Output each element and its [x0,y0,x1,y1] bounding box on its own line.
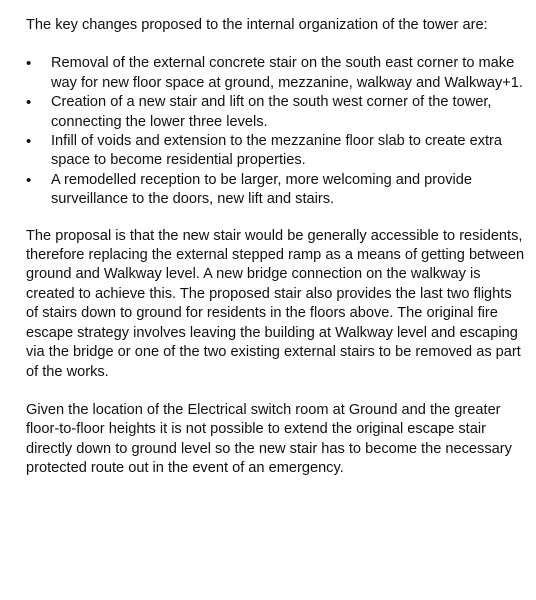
proposal-paragraph: The proposal is that the new stair would be generally accessible to residents, therefore replacing the external stepped ramp as a means of getting between ground and Walkway level. A new bridge connection on the walkway is created to achieve this. The proposed stair also provides the last two flights of stairs down to ground for residents in the floors above. The original fire escape strategy involves leaving the building at Walkway level and escaping via the bridge or one of the two existing external stairs to be removed as part of the works. [26,227,525,380]
list-item [26,171,526,210]
list-item-text: A remodelled reception to be larger, more welcoming and provide surveillance to the doors, new lift and stairs. [51,171,473,208]
list-item [26,54,526,93]
document-body [26,16,526,498]
list-item [26,132,526,171]
bullet-icon: • [26,94,32,112]
list-item-text: Infill of voids and extension to the mezzanine floor slab to create extra space to become residential properties. [51,133,503,169]
intro-paragraph: The key changes proposed to the internal organization of the tower are: [26,17,488,33]
switch-room-paragraph: Given the location of the Electrical switch room at Ground and the greater floor-to-floor heights it is not possible to extend the original escape stair directly down to ground level so the new stair has to become the necessary protected route out in the event of an emergency. [26,401,512,477]
bullet-icon: • [26,133,32,151]
list-item-text: Creation of a new stair and lift on the south west corner of the tower, connecting the lower three levels. [51,94,492,130]
list-item [26,93,526,132]
bullet-icon: • [26,171,32,189]
list-item-text: Removal of the external concrete stair on the south east corner to make way for new floor space at ground, mezzanine, walkway and Walkway+1. [51,55,523,91]
bullet-icon: • [26,55,32,73]
key-changes-list [26,54,526,209]
